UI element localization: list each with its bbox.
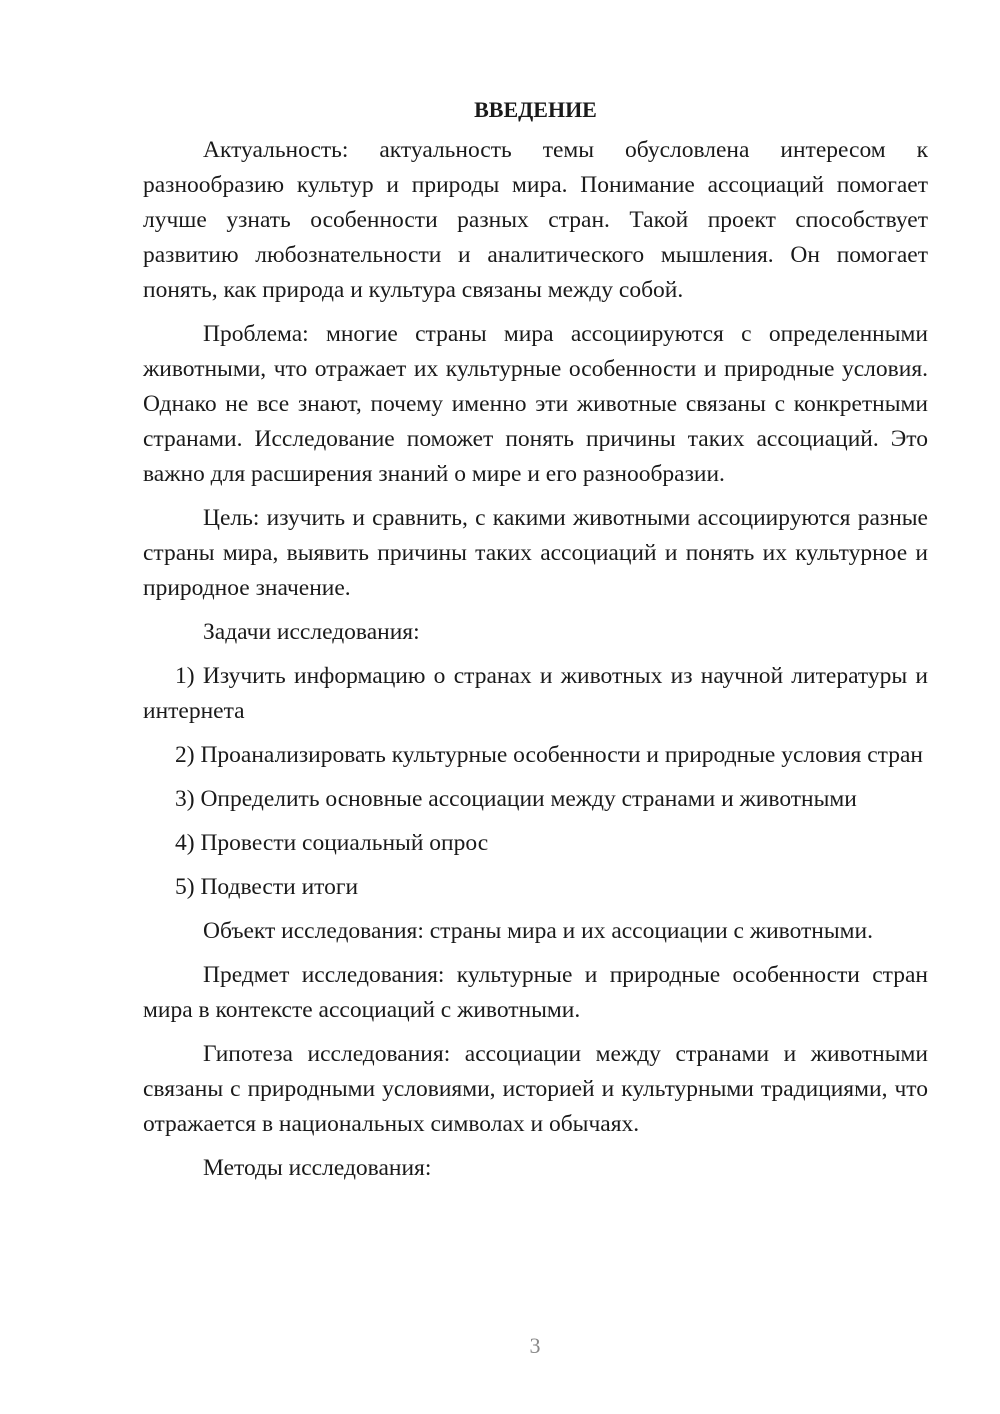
paragraph-problem: Проблема: многие страны мира ассоциируются с определенными животными, что отражает их культурные особенности и природные условия. Однако не все знают, почему именно эти животные связаны с конкретными странами. Исследование поможет понять причины таких ассоциаций. Это важно для расширения знаний о мире и его разнообразии.: [143, 321, 928, 487]
paragraph-object: Объект исследования: страны мира и их ассоциации с животными.: [203, 918, 873, 944]
paragraph-goal: Цель: изучить и сравнить, с какими животными ассоциируются разные страны мира, выявить причины таких ассоциаций и понять их культурное и природное значение.: [143, 505, 928, 601]
page-number: 3: [529, 1333, 541, 1358]
paragraph-relevance: Актуальность: актуальность темы обусловлена интересом к разнообразию культур и природы мира. Понимание ассоциаций помогает лучше узнать особенности разных стран. Такой проект способствует развитию любознательности и аналитического мышления. Он помогает понять, как природа и культура связаны между собой.: [143, 137, 928, 303]
methods-heading: Методы исследования:: [203, 1155, 432, 1181]
tasks-list: [143, 659, 928, 905]
paragraph-hypothesis: Гипотеза исследования: ассоциации между странами и животными связаны с природными условиями, историей и культурными традициями, что отражается в национальных символах и обычаях.: [143, 1041, 928, 1137]
task-item-5: 5) Подвести итоги: [175, 874, 359, 900]
page-content: [143, 92, 928, 1195]
task-item-3: 3) Определить основные ассоциации между странами и животными: [175, 786, 857, 812]
task-item-1: 1) Изучить информацию о странах и животных из научной литературы и интернета: [143, 663, 928, 724]
task-item-2: 2) Проанализировать культурные особенности и природные условия стран: [175, 742, 923, 768]
paragraph-subject: Предмет исследования: культурные и природные особенности стран мира в контексте ассоциаций с животными.: [143, 962, 928, 1023]
section-title: ВВЕДЕНИЕ: [474, 97, 597, 122]
tasks-heading: Задачи исследования:: [203, 619, 420, 645]
task-item-4: 4) Провести социальный опрос: [175, 830, 489, 856]
